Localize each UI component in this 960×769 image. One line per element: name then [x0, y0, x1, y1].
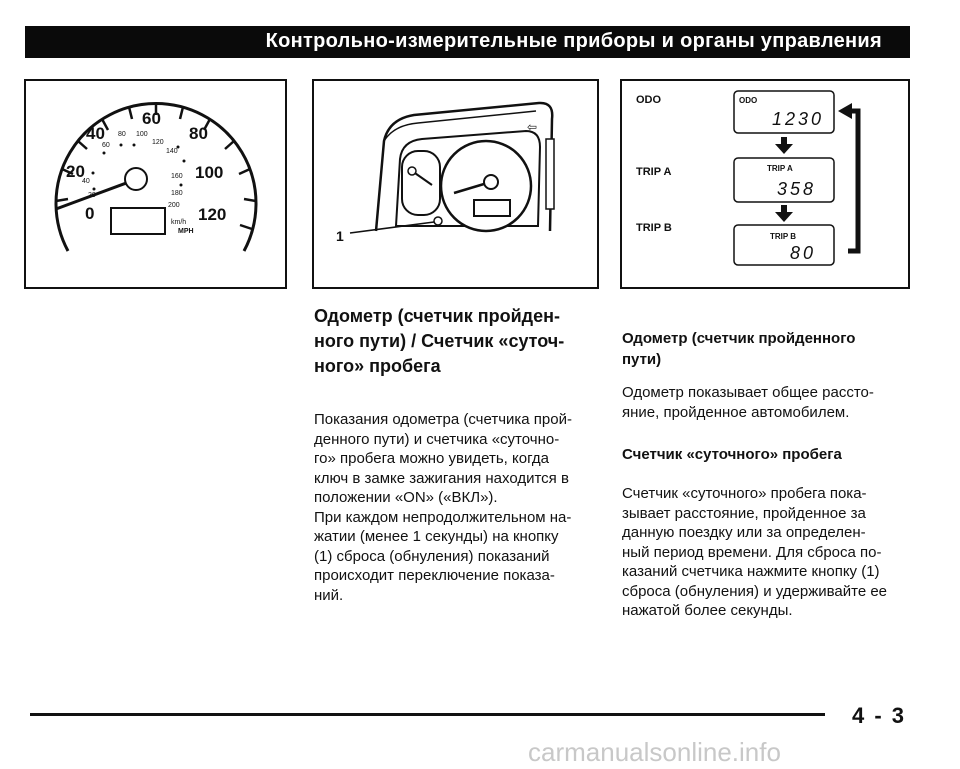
speed-label: 40 — [86, 124, 105, 143]
trip-meter-heading: Счетчик «суточного» пробега — [622, 446, 842, 463]
trip-b-value: 80 — [790, 243, 817, 263]
body-line: яние, пройденное автомобилем. — [622, 403, 850, 421]
body-line: происходит переключение показа- — [314, 567, 555, 584]
speedometer-drawing — [26, 81, 285, 287]
mph-label: 100 — [136, 131, 148, 138]
svg-text:TRIP B: TRIP B — [770, 232, 797, 241]
speed-label: 60 — [142, 109, 161, 128]
svg-text:TRIP A: TRIP A — [767, 164, 793, 173]
odometer-modes-illustration — [620, 79, 910, 289]
body-line: Одометр показывает общее рассто- — [622, 384, 874, 401]
odometer-body — [622, 383, 908, 422]
body-line: Счетчик «суточного» пробега пока- — [622, 485, 867, 502]
reset-button-shape — [434, 217, 442, 225]
speedometer-illustration — [24, 79, 287, 289]
trip-meter-body — [622, 484, 908, 621]
body-line: зывает расстояние, пройденное за — [622, 504, 866, 522]
mph-label: 40 — [82, 178, 90, 185]
body-line: данную поездку или за определен- — [622, 524, 866, 541]
speed-label: 20 — [66, 162, 85, 181]
page-number: 4 - 3 — [852, 703, 907, 728]
body-line: казаний счетчика нажмите кнопку (1) — [622, 563, 880, 580]
svg-text:ODO: ODO — [739, 96, 758, 105]
odometer-trip-heading — [314, 304, 604, 379]
svg-text:⇦: ⇦ — [527, 120, 538, 134]
mode-label-odo: ODO — [636, 94, 662, 106]
body-line: При каждом непродолжительном на- — [314, 508, 572, 526]
body-line: сброса (обнуления) и удерживайте ее — [622, 582, 888, 600]
body-line: ний. — [314, 586, 344, 604]
heading-line: Одометр (счетчик пройденного — [622, 330, 856, 347]
needle-hub — [125, 168, 147, 190]
body-line: ный период времени. Для сброса по- — [622, 543, 882, 561]
mph-label: 120 — [152, 139, 164, 146]
mode-label-trip-b: TRIP B — [636, 222, 672, 234]
body-line: (1) сброса (обнуления) показаний — [314, 547, 550, 565]
mph-label: 180 — [171, 190, 183, 197]
mph-label: 160 — [171, 173, 183, 180]
display-trip-b — [734, 225, 834, 265]
heading-line: ного» пробега — [314, 356, 441, 376]
mph-label: 140 — [166, 148, 178, 155]
dashboard-drawing — [314, 81, 597, 287]
section-title: Контрольно-измерительные приборы и органы управления — [265, 30, 882, 52]
footer-rule — [30, 713, 825, 716]
body-line: положении «ON» («ВКЛ»). — [314, 489, 498, 506]
speed-label: 120 — [198, 205, 227, 224]
odometer-trip-body — [314, 410, 596, 605]
odometer-window — [111, 208, 165, 234]
heading-line: пути) — [622, 351, 662, 368]
watermark: carmanualsonline.info — [528, 737, 781, 767]
speed-label: 0 — [85, 204, 95, 223]
mph-label: 200 — [168, 202, 180, 209]
mph-label: 80 — [118, 131, 126, 138]
reset-button-callout: 1 — [336, 228, 344, 244]
mph-label: 60 — [102, 142, 110, 149]
body-line: нажатой более секунды. — [622, 602, 793, 619]
heading-line: Одометр (счетчик пройден- — [314, 306, 560, 326]
dashboard-illustration — [312, 79, 599, 289]
mode-label-trip-a: TRIP A — [636, 166, 672, 178]
unit-kmh-label: km/h — [171, 219, 187, 226]
speed-label: 100 — [195, 163, 224, 182]
trip-a-value: 358 — [777, 179, 817, 199]
odo-value: 1230 — [772, 109, 825, 129]
heading-line: ного пути) / Счетчик «суточ- — [314, 331, 565, 351]
section-header-bar — [25, 26, 910, 58]
odometer-heading — [622, 328, 912, 370]
unit-mph-label: MPH — [178, 228, 194, 235]
speed-label: 80 — [189, 124, 208, 143]
body-line: го» пробега можно увидеть, когда — [314, 450, 549, 467]
body-line: жатии (менее 1 секунды) на кнопку — [314, 528, 559, 545]
odometer-modes-drawing — [622, 81, 908, 287]
body-line: Показания одометра (счетчика прой- — [314, 411, 572, 428]
body-line: ключ в замке зажигания находится в — [314, 469, 569, 487]
body-line: денного пути) и счетчика «суточно- — [314, 430, 560, 448]
